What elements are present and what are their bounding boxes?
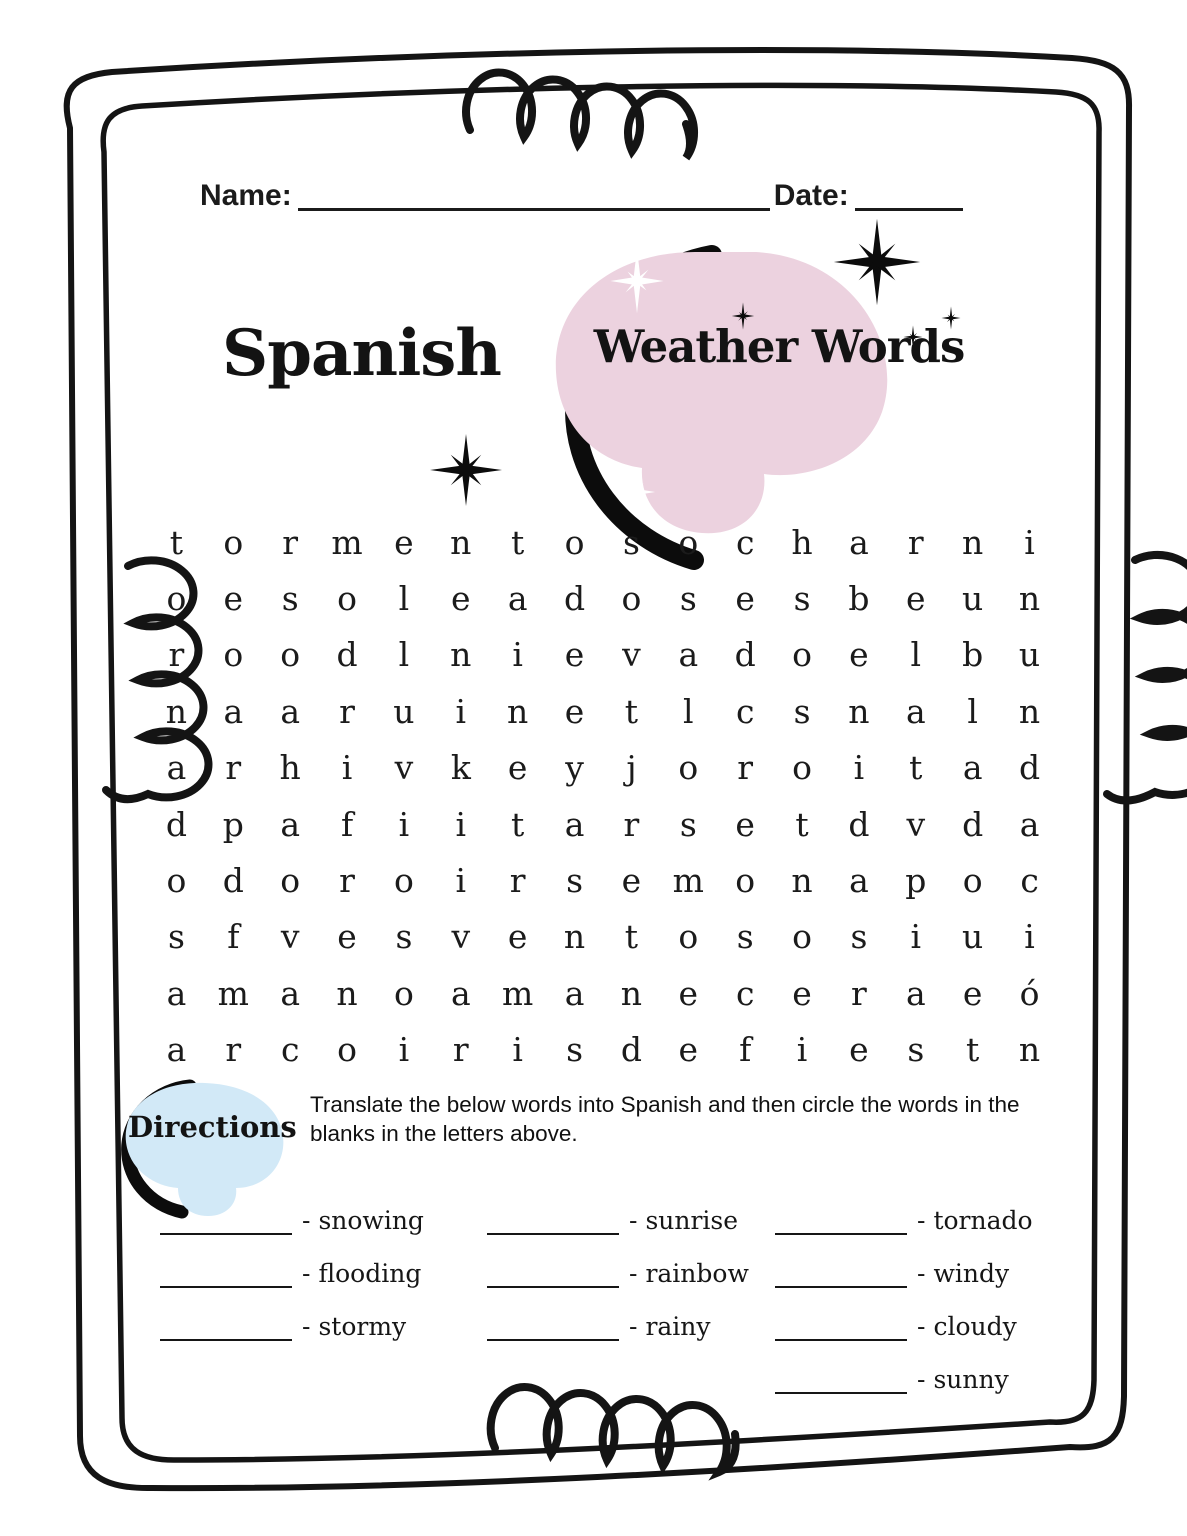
date-blank-line <box>855 176 963 211</box>
answer-blank-line <box>160 1207 292 1235</box>
grid-letter: n <box>848 691 870 731</box>
bottom-coil-doodle <box>491 1387 736 1472</box>
grid-letter: v <box>451 917 471 957</box>
grid-letter: t <box>511 804 525 844</box>
grid-letter: a <box>905 691 926 731</box>
grid-letter: i <box>512 635 523 675</box>
grid-letter: o <box>394 861 414 901</box>
grid-letter: l <box>398 635 410 675</box>
grid-letter: o <box>564 522 585 562</box>
grid-letter: c <box>1020 861 1039 901</box>
grid-letter: c <box>735 973 755 1013</box>
grid-letter: s <box>793 579 811 619</box>
grid-letter: o <box>223 635 244 675</box>
grid-letter: o <box>678 522 699 562</box>
grid-letter: c <box>735 691 755 731</box>
word-list-item <box>487 1204 749 1235</box>
grid-letter: d <box>962 804 984 844</box>
dash: - <box>302 1259 311 1288</box>
grid-letter: e <box>849 635 869 675</box>
grid-letter: n <box>450 635 472 675</box>
grid-letter: i <box>796 1030 808 1070</box>
grid-letter: t <box>966 1030 980 1070</box>
dash: - <box>302 1206 311 1235</box>
answer-blank-line <box>487 1207 619 1235</box>
grid-letter: o <box>792 748 812 788</box>
dash: - <box>917 1206 926 1235</box>
grid-letter: e <box>394 522 414 562</box>
grid-letter: a <box>849 861 869 901</box>
answer-blank-line <box>160 1313 292 1341</box>
grid-letter: i <box>1024 917 1035 957</box>
english-word: stormy <box>318 1312 407 1341</box>
grid-letter: a <box>166 748 187 788</box>
grid-letter: e <box>849 1030 869 1070</box>
grid-letter: n <box>563 917 586 957</box>
grid-letter: r <box>452 1030 469 1070</box>
grid-letter: t <box>624 691 639 731</box>
grid-letter: r <box>907 522 924 562</box>
dash: - <box>917 1259 926 1288</box>
grid-letter: n <box>1018 579 1041 619</box>
grid-letter: n <box>962 522 984 562</box>
grid-letter: s <box>679 579 697 619</box>
directions-text: Translate the below words into Spanish and then circle the words in the blanks in the letters above. <box>310 1092 1020 1146</box>
grid-letter: e <box>564 691 585 731</box>
grid-letter: o <box>678 748 699 788</box>
dash: - <box>629 1206 638 1235</box>
grid-letter: m <box>502 973 534 1013</box>
word-list-item <box>775 1257 1033 1288</box>
english-word: rainbow <box>645 1259 749 1288</box>
english-word: rainy <box>645 1312 711 1341</box>
grid-letter: o <box>337 579 357 619</box>
grid-letter: r <box>737 748 754 788</box>
grid-letter: a <box>849 522 869 562</box>
word-list-item <box>487 1257 749 1288</box>
grid-letter: i <box>398 1030 410 1070</box>
grid-letter: o <box>792 635 812 675</box>
answer-blank-line <box>487 1260 619 1288</box>
word-list-column-3 <box>775 1204 1033 1394</box>
english-word: cloudy <box>933 1312 1017 1341</box>
grid-letter: i <box>398 804 410 844</box>
grid-letter: s <box>793 691 811 731</box>
grid-letter: r <box>509 861 526 901</box>
grid-letter: n <box>336 973 358 1013</box>
grid-letter: s <box>566 1030 584 1070</box>
word-list-item <box>160 1310 424 1341</box>
grid-letter: v <box>906 804 926 844</box>
grid-letter: u <box>962 917 984 957</box>
grid-letter: o <box>394 973 414 1013</box>
grid-letter: c <box>735 522 755 562</box>
grid-letter: o <box>621 579 642 619</box>
grid-letter: r <box>339 861 355 901</box>
grid-letter: e <box>962 973 983 1013</box>
grid-letter: e <box>451 579 471 619</box>
grid-letter: s <box>167 917 185 957</box>
grid-letter: r <box>282 522 299 562</box>
grid-letter: i <box>455 861 467 901</box>
grid-letter: r <box>851 973 867 1013</box>
grid-letter: p <box>222 804 244 844</box>
grid-letter: u <box>1018 635 1041 675</box>
word-list-item <box>775 1310 1033 1341</box>
grid-letter: r <box>225 748 242 788</box>
date-label: Date: <box>773 179 849 212</box>
grid-letter: s <box>622 522 640 562</box>
starburst-icon <box>430 434 502 506</box>
answer-blank-line <box>160 1260 292 1288</box>
grid-letter: r <box>168 635 185 675</box>
grid-letter: a <box>280 804 301 844</box>
grid-letter: n <box>450 522 472 562</box>
grid-letter: e <box>735 804 755 844</box>
grid-letter: v <box>394 748 414 788</box>
answer-blank-line <box>487 1313 619 1341</box>
grid-letter: a <box>223 691 244 731</box>
english-word: snowing <box>318 1206 424 1235</box>
grid-letter: o <box>166 579 187 619</box>
word-list-item <box>487 1310 749 1341</box>
grid-letter: d <box>848 804 870 844</box>
grid-letter: t <box>624 917 639 957</box>
word-list-column-2 <box>487 1204 749 1341</box>
grid-letter: s <box>566 861 584 901</box>
word-search-grid <box>148 514 1058 1078</box>
dash: - <box>629 1259 638 1288</box>
grid-letter: d <box>336 635 358 675</box>
grid-letter: n <box>791 861 813 901</box>
word-list-item <box>160 1204 424 1235</box>
grid-letter: y <box>565 748 584 788</box>
grid-letter: i <box>512 1030 523 1070</box>
grid-letter: t <box>169 522 184 562</box>
title-spanish: Spanish <box>222 316 501 391</box>
grid-letter: o <box>792 917 812 957</box>
grid-letter: e <box>678 1030 699 1070</box>
title-weather-words: Weather Words <box>593 320 965 373</box>
grid-letter: d <box>165 804 187 844</box>
english-word: sunny <box>933 1365 1009 1394</box>
grid-letter: f <box>340 804 354 844</box>
grid-letter: m <box>331 522 363 562</box>
grid-letter: p <box>905 861 927 901</box>
grid-letter: n <box>165 691 188 731</box>
answer-blank-line <box>775 1207 907 1235</box>
grid-letter: t <box>795 804 809 844</box>
name-blank-line <box>298 176 770 211</box>
grid-letter: e <box>735 579 755 619</box>
english-word: flooding <box>318 1259 422 1288</box>
grid-letter: i <box>455 691 467 731</box>
grid-letter: j <box>626 748 637 788</box>
grid-letter: t <box>511 522 525 562</box>
grid-letter: o <box>280 635 301 675</box>
grid-letter: t <box>909 748 923 788</box>
word-list-item <box>160 1257 424 1288</box>
grid-letter: a <box>450 973 471 1013</box>
grid-letter: a <box>564 973 585 1013</box>
grid-letter: r <box>339 691 355 731</box>
grid-letter: o <box>735 861 756 901</box>
grid-letter: e <box>792 973 812 1013</box>
grid-letter: v <box>280 917 300 957</box>
grid-letter: e <box>507 917 528 957</box>
grid-letter: d <box>734 635 756 675</box>
grid-letter: a <box>507 579 528 619</box>
dash: - <box>302 1312 311 1341</box>
grid-letter: l <box>967 691 978 731</box>
grid-letter: d <box>564 579 586 619</box>
grid-letter: e <box>621 861 642 901</box>
grid-letter: e <box>906 579 926 619</box>
grid-letter: s <box>736 917 754 957</box>
grid-letter: u <box>962 579 984 619</box>
grid-letter: i <box>1024 522 1035 562</box>
grid-letter: c <box>280 1030 300 1070</box>
grid-letter: s <box>850 917 868 957</box>
grid-letter: e <box>564 635 585 675</box>
dash: - <box>629 1312 638 1341</box>
grid-letter: k <box>450 748 471 788</box>
grid-letter: h <box>279 748 301 788</box>
grid-letter: a <box>166 973 187 1013</box>
right-coil-doodle <box>1107 555 1187 801</box>
grid-letter: b <box>962 635 984 675</box>
grid-letter: a <box>962 748 983 788</box>
grid-letter: o <box>337 1030 357 1070</box>
grid-letter: n <box>507 691 529 731</box>
grid-letter: ó <box>1019 973 1040 1013</box>
name-label: Name: <box>200 179 292 212</box>
directions-label: Directions <box>128 1110 297 1144</box>
grid-letter: r <box>225 1030 242 1070</box>
grid-letter: v <box>622 635 641 675</box>
english-word: windy <box>933 1259 1010 1288</box>
grid-letter: d <box>1019 748 1041 788</box>
grid-letter: s <box>395 917 413 957</box>
grid-letter: i <box>853 748 865 788</box>
grid-letter: f <box>227 917 240 957</box>
word-list-item <box>775 1363 1033 1394</box>
answer-blank-line <box>775 1260 907 1288</box>
grid-letter: n <box>620 973 643 1013</box>
english-word: tornado <box>933 1206 1033 1235</box>
grid-letter: m <box>217 973 249 1013</box>
grid-letter: l <box>398 579 410 619</box>
grid-letter: r <box>623 804 640 844</box>
grid-letter: e <box>223 579 244 619</box>
grid-letter: f <box>739 1030 752 1070</box>
grid-letter: u <box>393 691 415 731</box>
dash: - <box>917 1365 926 1394</box>
grid-letter: o <box>166 861 187 901</box>
grid-letter: a <box>678 635 699 675</box>
grid-letter: i <box>910 917 922 957</box>
grid-letter: d <box>620 1030 642 1070</box>
grid-letter: a <box>280 691 301 731</box>
grid-letter: l <box>910 635 922 675</box>
grid-letter: a <box>1019 804 1040 844</box>
grid-letter: o <box>962 861 983 901</box>
grid-letter: s <box>281 579 299 619</box>
grid-letter: e <box>678 973 699 1013</box>
grid-letter: n <box>1018 691 1041 731</box>
grid-letter: e <box>337 917 357 957</box>
grid-letter: b <box>848 579 870 619</box>
grid-letter: n <box>1018 1030 1041 1070</box>
grid-letter: o <box>223 522 244 562</box>
grid-letter: a <box>280 973 301 1013</box>
dash: - <box>917 1312 926 1341</box>
grid-letter: a <box>905 973 926 1013</box>
answer-blank-line <box>775 1313 907 1341</box>
grid-letter: e <box>507 748 528 788</box>
grid-letter: a <box>166 1030 187 1070</box>
word-list-item <box>775 1204 1033 1235</box>
word-list-column-1 <box>160 1204 424 1341</box>
grid-letter: l <box>683 691 694 731</box>
name-date-row <box>200 176 968 213</box>
grid-letter: d <box>222 861 244 901</box>
english-word: sunrise <box>645 1206 739 1235</box>
answer-blank-line <box>775 1366 907 1394</box>
grid-letter: s <box>907 1030 925 1070</box>
grid-letter: h <box>791 522 813 562</box>
grid-letter: o <box>280 861 301 901</box>
grid-letter: o <box>678 917 699 957</box>
grid-letter: a <box>564 804 585 844</box>
grid-letter: s <box>679 804 697 844</box>
grid-letter: i <box>341 748 353 788</box>
grid-letter: i <box>455 804 467 844</box>
grid-letter: m <box>672 861 704 901</box>
